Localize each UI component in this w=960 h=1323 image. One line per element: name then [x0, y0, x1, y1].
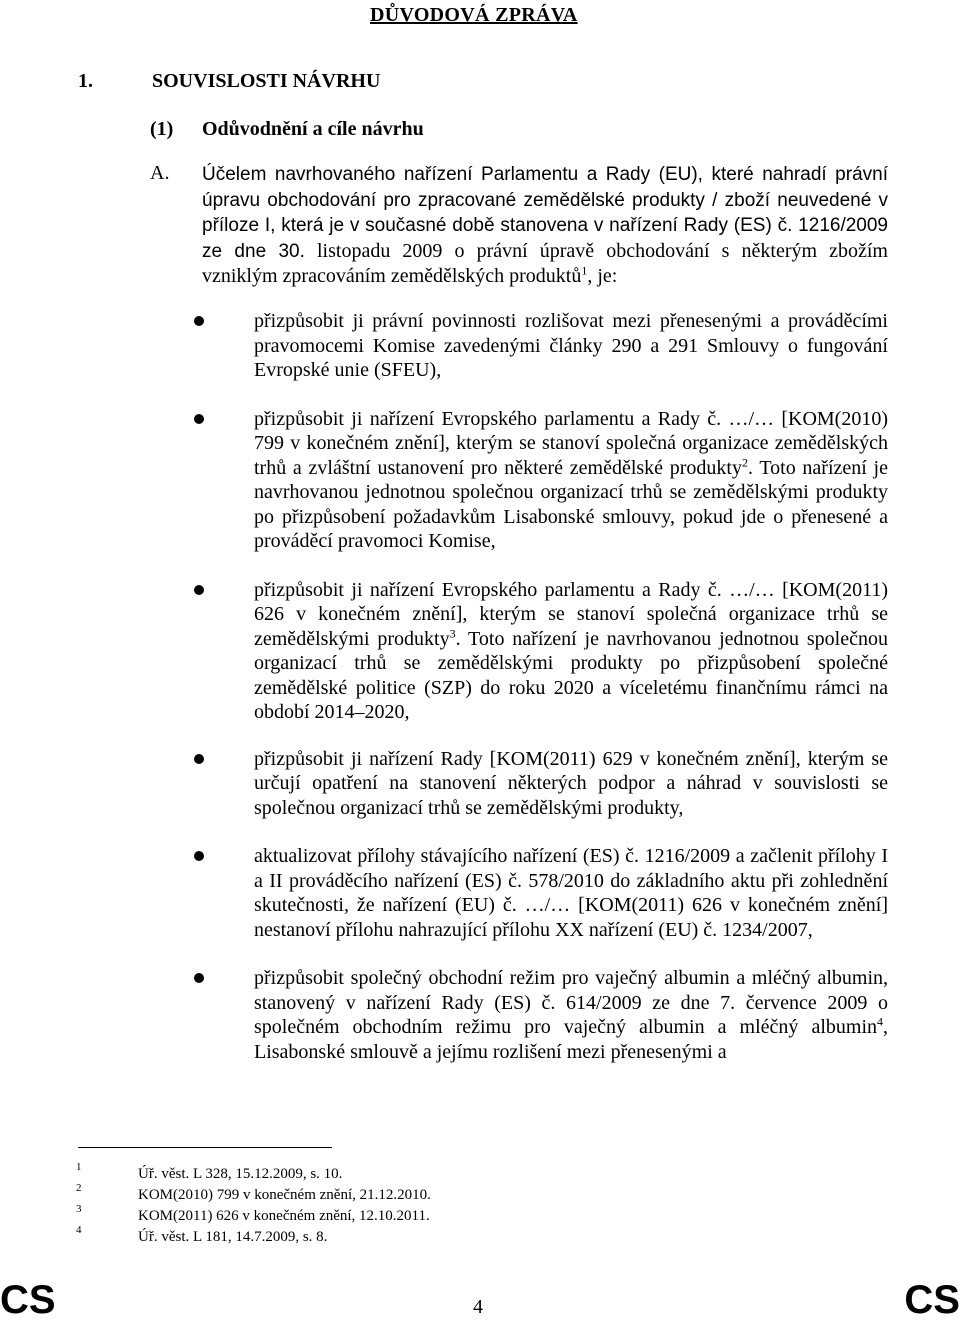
list-item-text: přizpůsobit ji nařízení Evropského parlamentu a Rady č. …/… [KOM(2010) 799 v konečném znění], kterým se stanoví společná organizace zemědělských trhů a zvláštní ustanovení pro některé zemědělské produkty [254, 407, 888, 479]
footnote-item [70, 1224, 770, 1250]
footnote-text: Úř. věst. L 328, 15.12.2009, s. 10. [138, 1166, 343, 1182]
footnote-divider [78, 1147, 332, 1148]
list-item-text-continued: . Toto nařízení je navrhovanou jednotnou společnou organizací trhů se zemědělskými produkty po přizpůsobení požadavkům Lisabonské smlouvy, pokud jde o přenesené a prováděcí pravomoci Komise, [254, 456, 888, 552]
bullet-icon [194, 851, 204, 861]
list-item [194, 309, 888, 383]
bullet-icon [194, 585, 204, 595]
footnote-number: 3 [76, 1203, 82, 1215]
footnote-item [70, 1203, 770, 1229]
subsection-heading [150, 118, 424, 141]
list-item-text: přizpůsobit ji právní povinnosti rozlišovat mezi přenesenými a prováděcími pravomocemi Komise zavedenými články 290 a 291 Smlouvy o fungování Evropské unie (SFEU), [254, 310, 888, 381]
list-item-text: aktualizovat přílohy stávajícího nařízení (ES) č. 1216/2009 a začlenit přílohy I a II prováděcího nařízení (ES) č. 578/2010 do základního aktu při zohlednění skutečnosti, že nařízení (EU) č. …/… [KOM(2011) 626 v konečném znění] nestanoví přílohu nahrazující přílohu XX nařízení (EU) č. 1234/2007, [254, 845, 888, 941]
footnote-item [70, 1182, 770, 1208]
bullet-icon [194, 414, 204, 424]
objectives-list [194, 309, 888, 1088]
subsection-number: (1) [150, 118, 174, 140]
bullet-icon [194, 754, 204, 764]
section-number: 1. [78, 70, 93, 92]
footnote-text: KOM(2010) 799 v konečném znění, 21.12.2010. [138, 1187, 431, 1203]
document-title: DŮVODOVÁ ZPRÁVA [370, 4, 578, 26]
intro-text-part1: Účelem navrhovaného nařízení Parlamentu a Rady (EU), které nahradí právní úpravu obchodování pro zpracované zemědělské produkty / zboží neuvedené v příloze I, která je v současné době stanovena v nařízení Rady (ES) č. 1216/2009 ze dne 30. [202, 164, 888, 262]
footnote-item [70, 1161, 770, 1187]
list-item [194, 578, 888, 725]
list-item-text-continued: , Lisabonské smlouvě a jejímu rozlišení mezi přenesenými a [254, 1016, 888, 1063]
bullet-icon [194, 316, 204, 326]
footnote-ref-2[interactable]: 2 [741, 454, 748, 469]
footnotes-list [70, 1161, 770, 1250]
list-item [194, 747, 888, 821]
intro-text-part2: listopadu 2009 o právní úpravě obchodování s některým zbožím vzniklým zpracováním zemědělských produktů [202, 239, 888, 287]
section-heading [78, 70, 380, 93]
footnote-text: KOM(2011) 626 v konečném znění, 12.10.2011. [138, 1208, 430, 1224]
footnote-number: 2 [76, 1182, 82, 1194]
list-item-text-continued: . Toto nařízení je navrhovanou jednotnou společnou organizací trhů se zemědělskými produkty po přizpůsobení společné zemědělské politice (SZP) do roku 2020 a víceletému finančnímu rámci na období 2014–2020, [254, 627, 888, 723]
list-item-text: přizpůsobit ji nařízení Rady [KOM(2011) 629 v konečném znění], kterým se určují opatření na stanovení některých podpor a náhrad v souvislosti se společnou organizací trhů se zemědělskými produkty, [254, 747, 888, 819]
list-item-text: přizpůsobit společný obchodní režim pro vaječný albumin a mléčný albumin, stanovený v nařízení Rady (ES) č. 614/2009 ze dne 7. července 2009 o společném obchodním režimu pro vaječný albumin a mléčný albumin [254, 967, 888, 1038]
intro-text-part3: , je: [587, 265, 618, 287]
footnote-number: 1 [76, 1161, 82, 1173]
paragraph-letter: A. [150, 162, 170, 184]
list-item-text: přizpůsobit ji nařízení Evropského parlamentu a Rady č. …/… [KOM(2011) 626 v konečném znění], kterým se stanoví společná organizace trhů se zemědělskými produkty [254, 578, 888, 650]
list-item [194, 844, 888, 942]
language-code-left: CS [0, 1278, 56, 1322]
page-number: 4 [473, 1296, 483, 1318]
section-title: SOUVISLOSTI NÁVRHU [152, 70, 381, 92]
list-item [194, 966, 888, 1064]
intro-paragraph [202, 162, 888, 289]
subsection-title: Odůvodnění a cíle návrhu [202, 118, 424, 140]
footnote-ref-1[interactable]: 1 [581, 263, 588, 278]
footnote-number: 4 [76, 1224, 82, 1236]
list-item [194, 407, 888, 554]
footnote-text: Úř. věst. L 181, 14.7.2009, s. 8. [138, 1229, 328, 1245]
bullet-icon [194, 973, 204, 983]
language-code-right: CS [904, 1278, 960, 1322]
footnote-ref-4[interactable]: 4 [877, 1014, 883, 1029]
footnote-ref-3[interactable]: 3 [449, 625, 456, 640]
